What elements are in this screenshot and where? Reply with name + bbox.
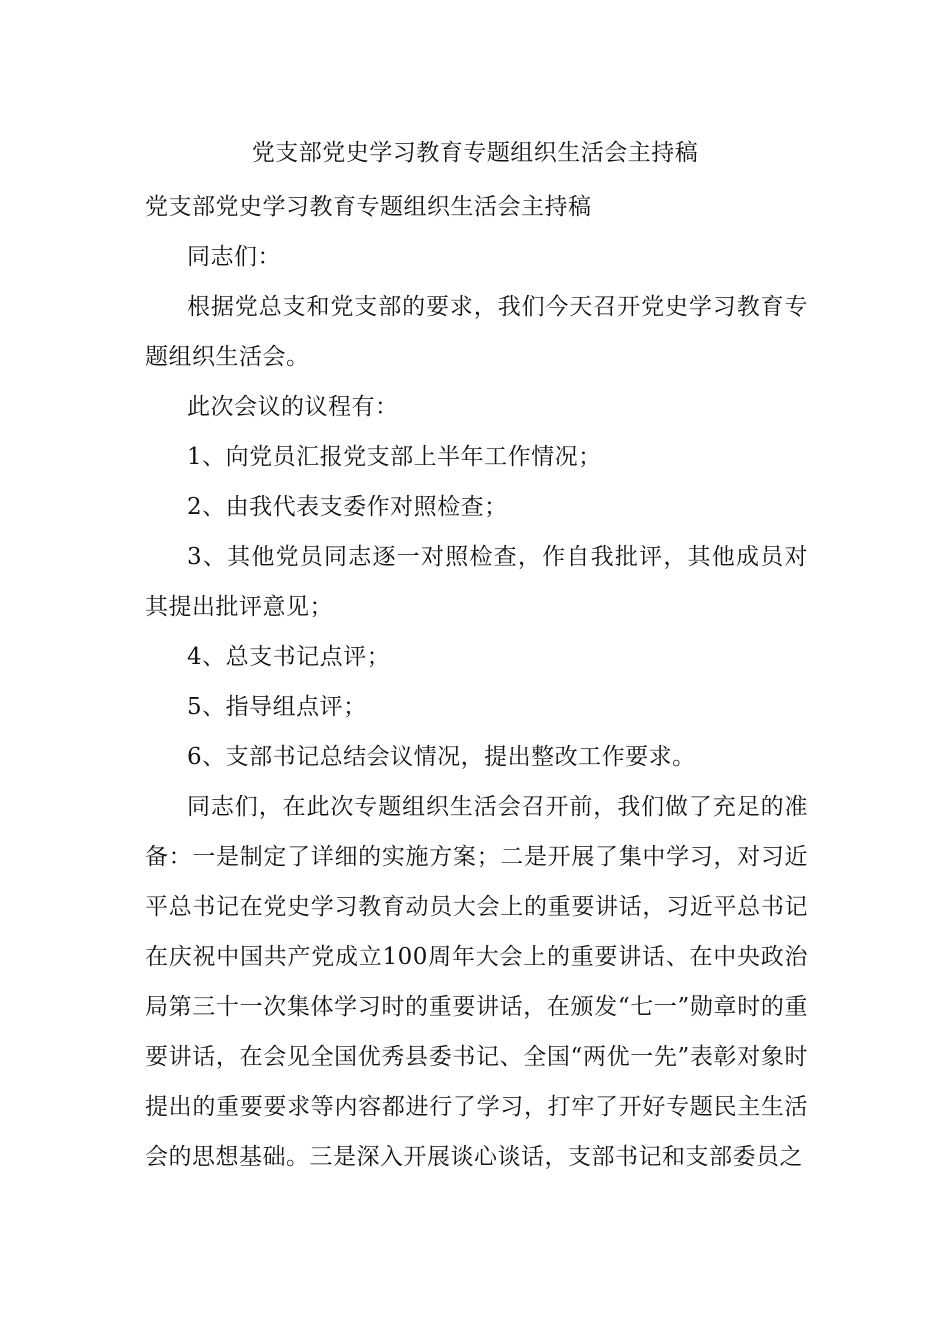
document-body [145,182,808,1182]
agenda-item-5: 5、指导组点评； [187,694,367,720]
salutation: 同志们： [187,244,281,270]
paragraph-preparation: 同志们，在此次专题组织生活会召开前，我们做了充足的准备：一是制定了详细的实施方案；二是开展了集中学习，对习近平总书记在党史学习教育动员大会上的重要讲话，习近平总书记在庆祝中国共产党成立100周年大会上的重要讲话、在中央政治局第三十一次集体学习时的重要讲话，在颁发“七一”勋章时的重要讲话，在会见全国优秀县委书记、全国“两优一先”表彰对象时提出的重要要求等内容都进行了学习，打牢了开好专题民主生活会的思想基础。三是深入开展谈心谈话，支部书记和支部委员之 [145,794,808,1170]
document-title: 党支部党史学习教育专题组织生活会主持稿 [251,140,699,166]
agenda-item-1: 1、向党员汇报党支部上半年工作情况； [187,444,602,470]
subtitle-line: 党支部党史学习教育专题组织生活会主持稿 [145,194,592,220]
agenda-item-3: 3、其他党员同志逐一对照检查，作自我批评，其他成员对其提出批评意见； [145,544,808,620]
agenda-heading: 此次会议的议程有： [187,394,399,420]
paragraph-intro: 根据党总支和党支部的要求，我们今天召开党史学习教育专题组织生活会。 [145,294,808,370]
agenda-item-2: 2、由我代表支委作对照检查； [187,494,508,520]
agenda-item-6: 6、支部书记总结会议情况，提出整改工作要求。 [187,744,696,770]
agenda-item-4: 4、总支书记点评； [187,644,391,670]
